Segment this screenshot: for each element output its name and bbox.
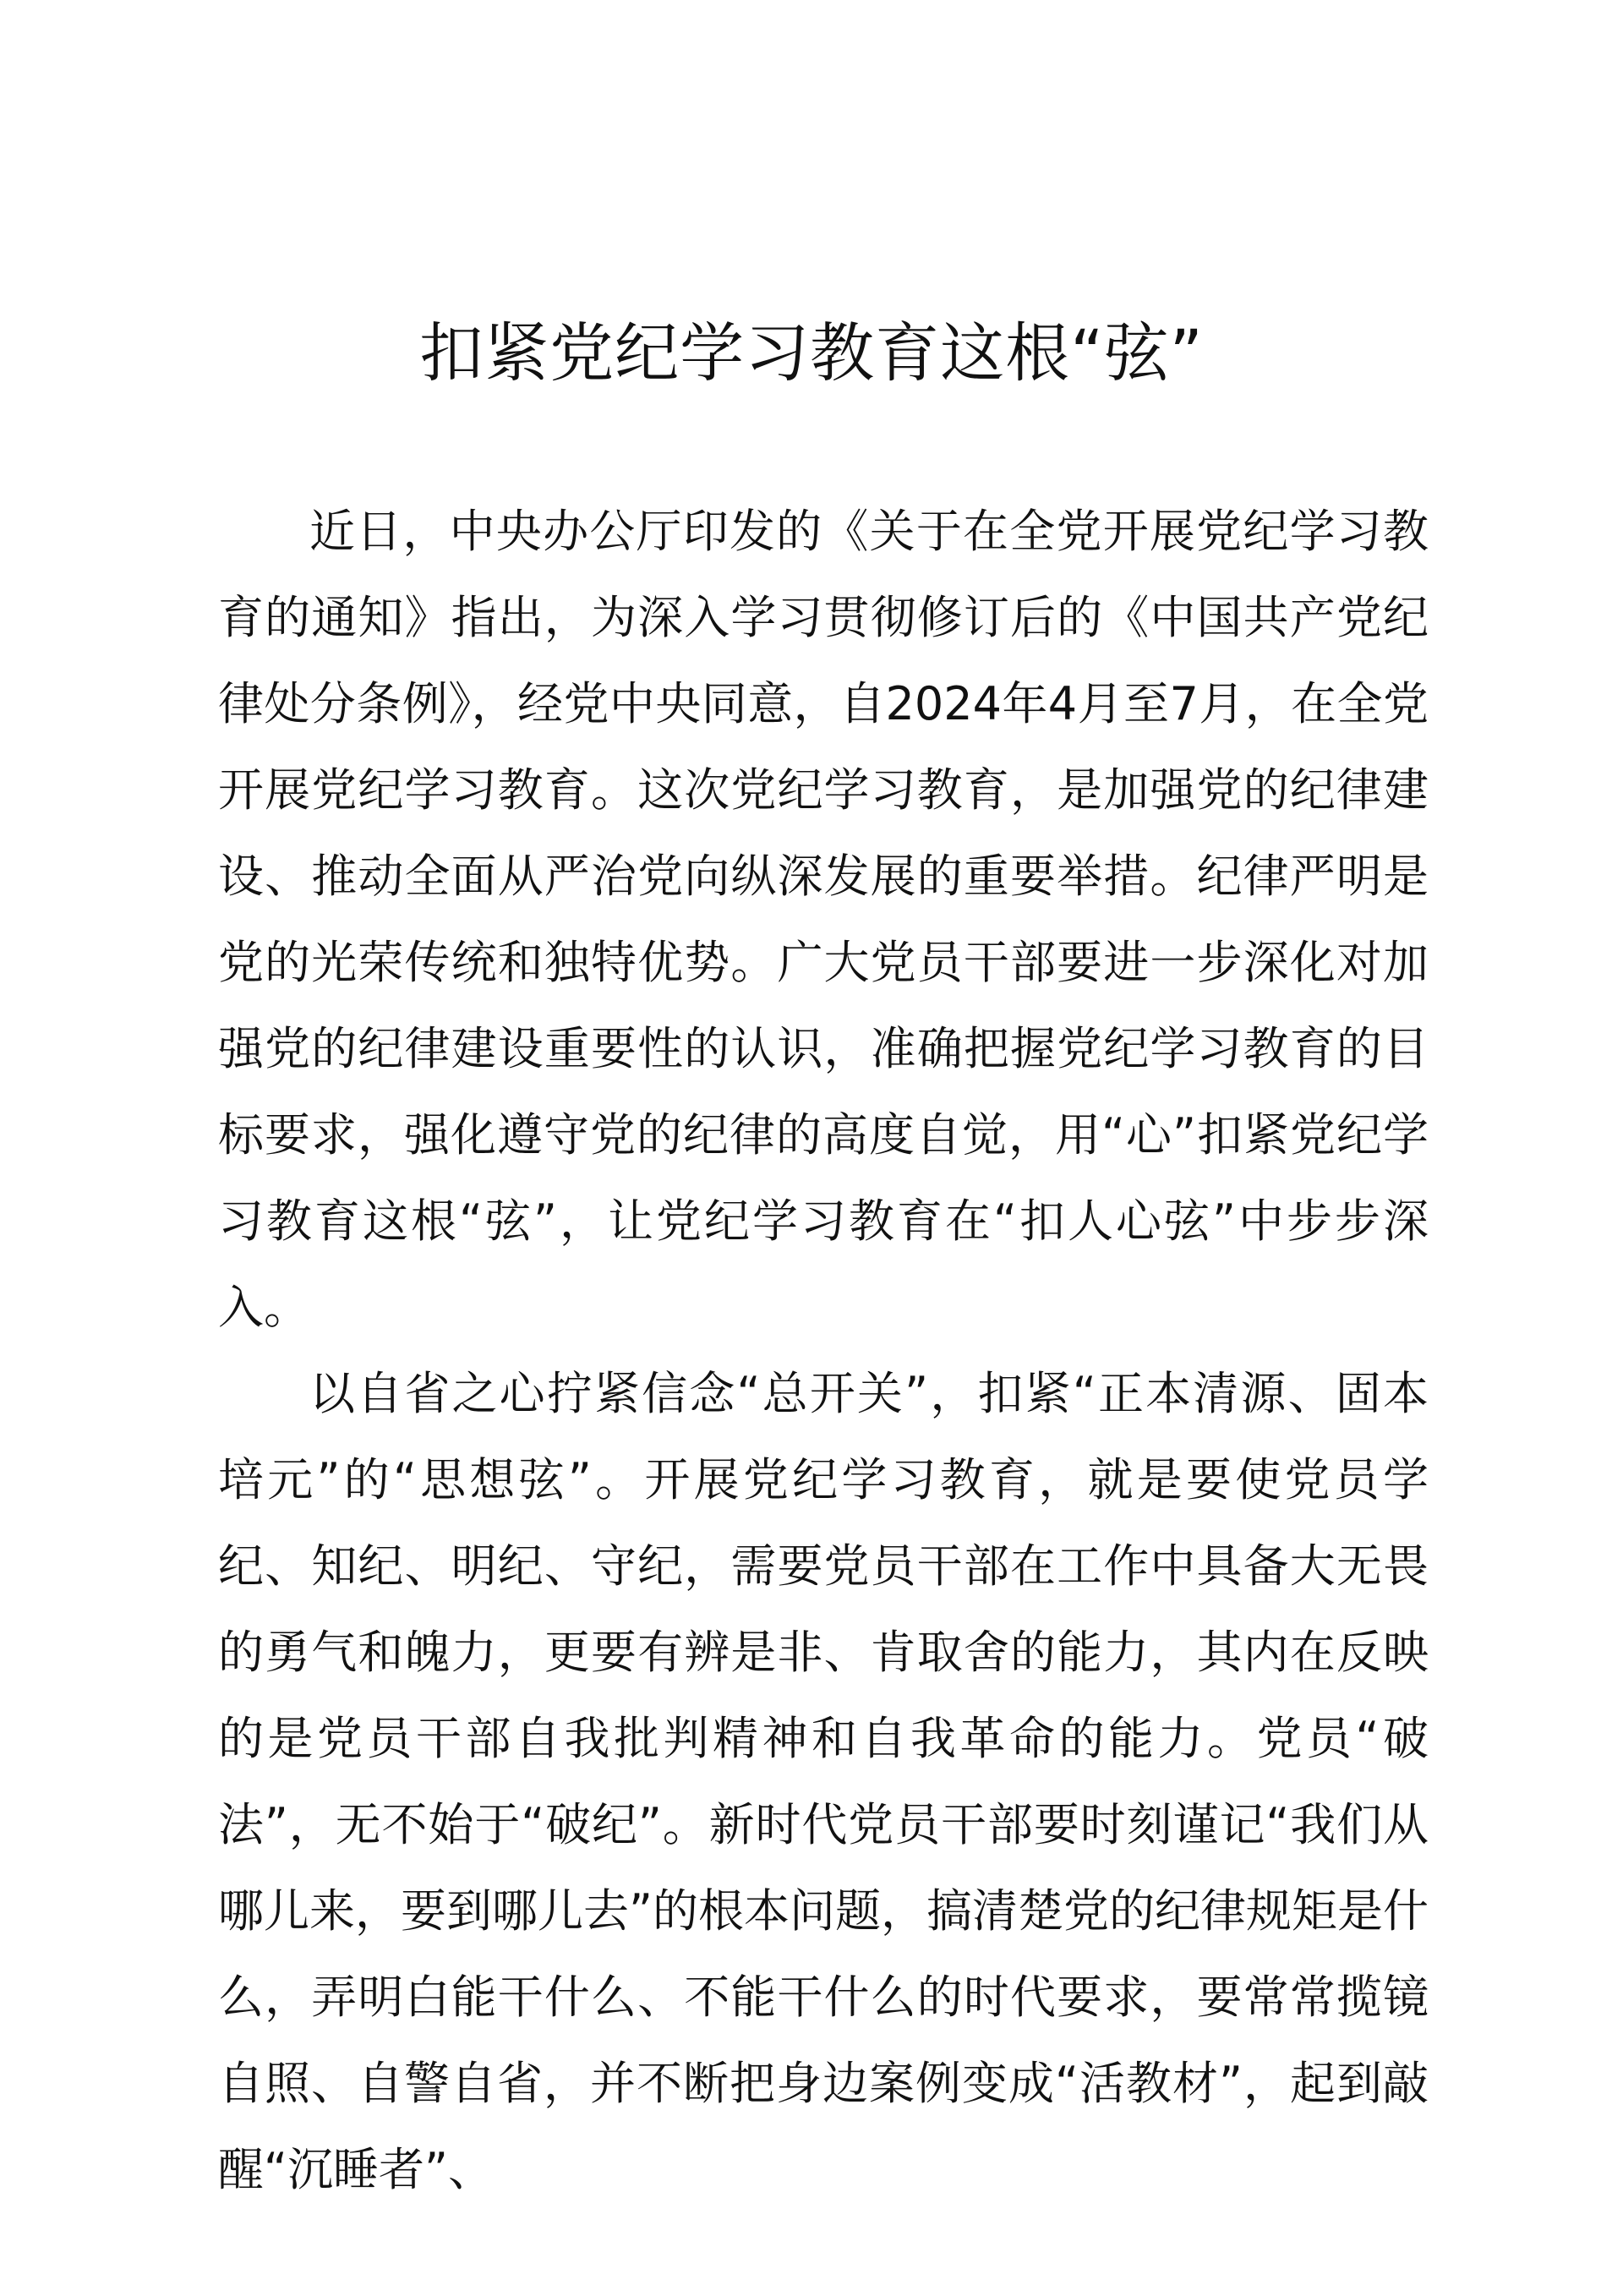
- paragraph-1: 近日，中央办公厅印发的《关于在全党开展党纪学习教育的通知》指出，为深入学习贯彻修订后的《中国共产党纪律处分条例》，经党中央同意，自2024年4月至7月，在全党开展党纪学习教育。这次党纪学习教育，是加强党的纪律建设、推动全面从严治党向纵深发展的重要举措。纪律严明是党的光荣传统和独特优势。广大党员干部要进一步深化对加强党的纪律建设重要性的认识，准确把握党纪学习教育的目标要求，强化遵守党的纪律的高度自觉，用“心”扣紧党纪学习教育这根“弦”，让党纪学习教育在“扣人心弦”中步步深入。: [218, 505, 1429, 1334]
- document-body: [218, 489, 1429, 2213]
- paragraph-2: 以自省之心拧紧信念“总开关”，扣紧“正本清源、固本培元”的“思想弦”。开展党纪学习教育，就是要使党员学纪、知纪、明纪、守纪，需要党员干部在工作中具备大无畏的勇气和魄力，更要有辨是非、肯取舍的能力，其内在反映的是党员干部自我批判精神和自我革命的能力。党员“破法”，无不始于“破纪”。新时代党员干部要时刻谨记“我们从哪儿来，要到哪儿去”的根本问题，搞清楚党的纪律规矩是什么，弄明白能干什么、不能干什么的时代要求，要常常揽镜自照、自警自省，并不断把身边案例变成“活教材”，起到敲醒“沉睡者”、: [218, 1367, 1429, 2196]
- document-title: 扣紧党纪学习教育这根“弦”: [419, 315, 1204, 391]
